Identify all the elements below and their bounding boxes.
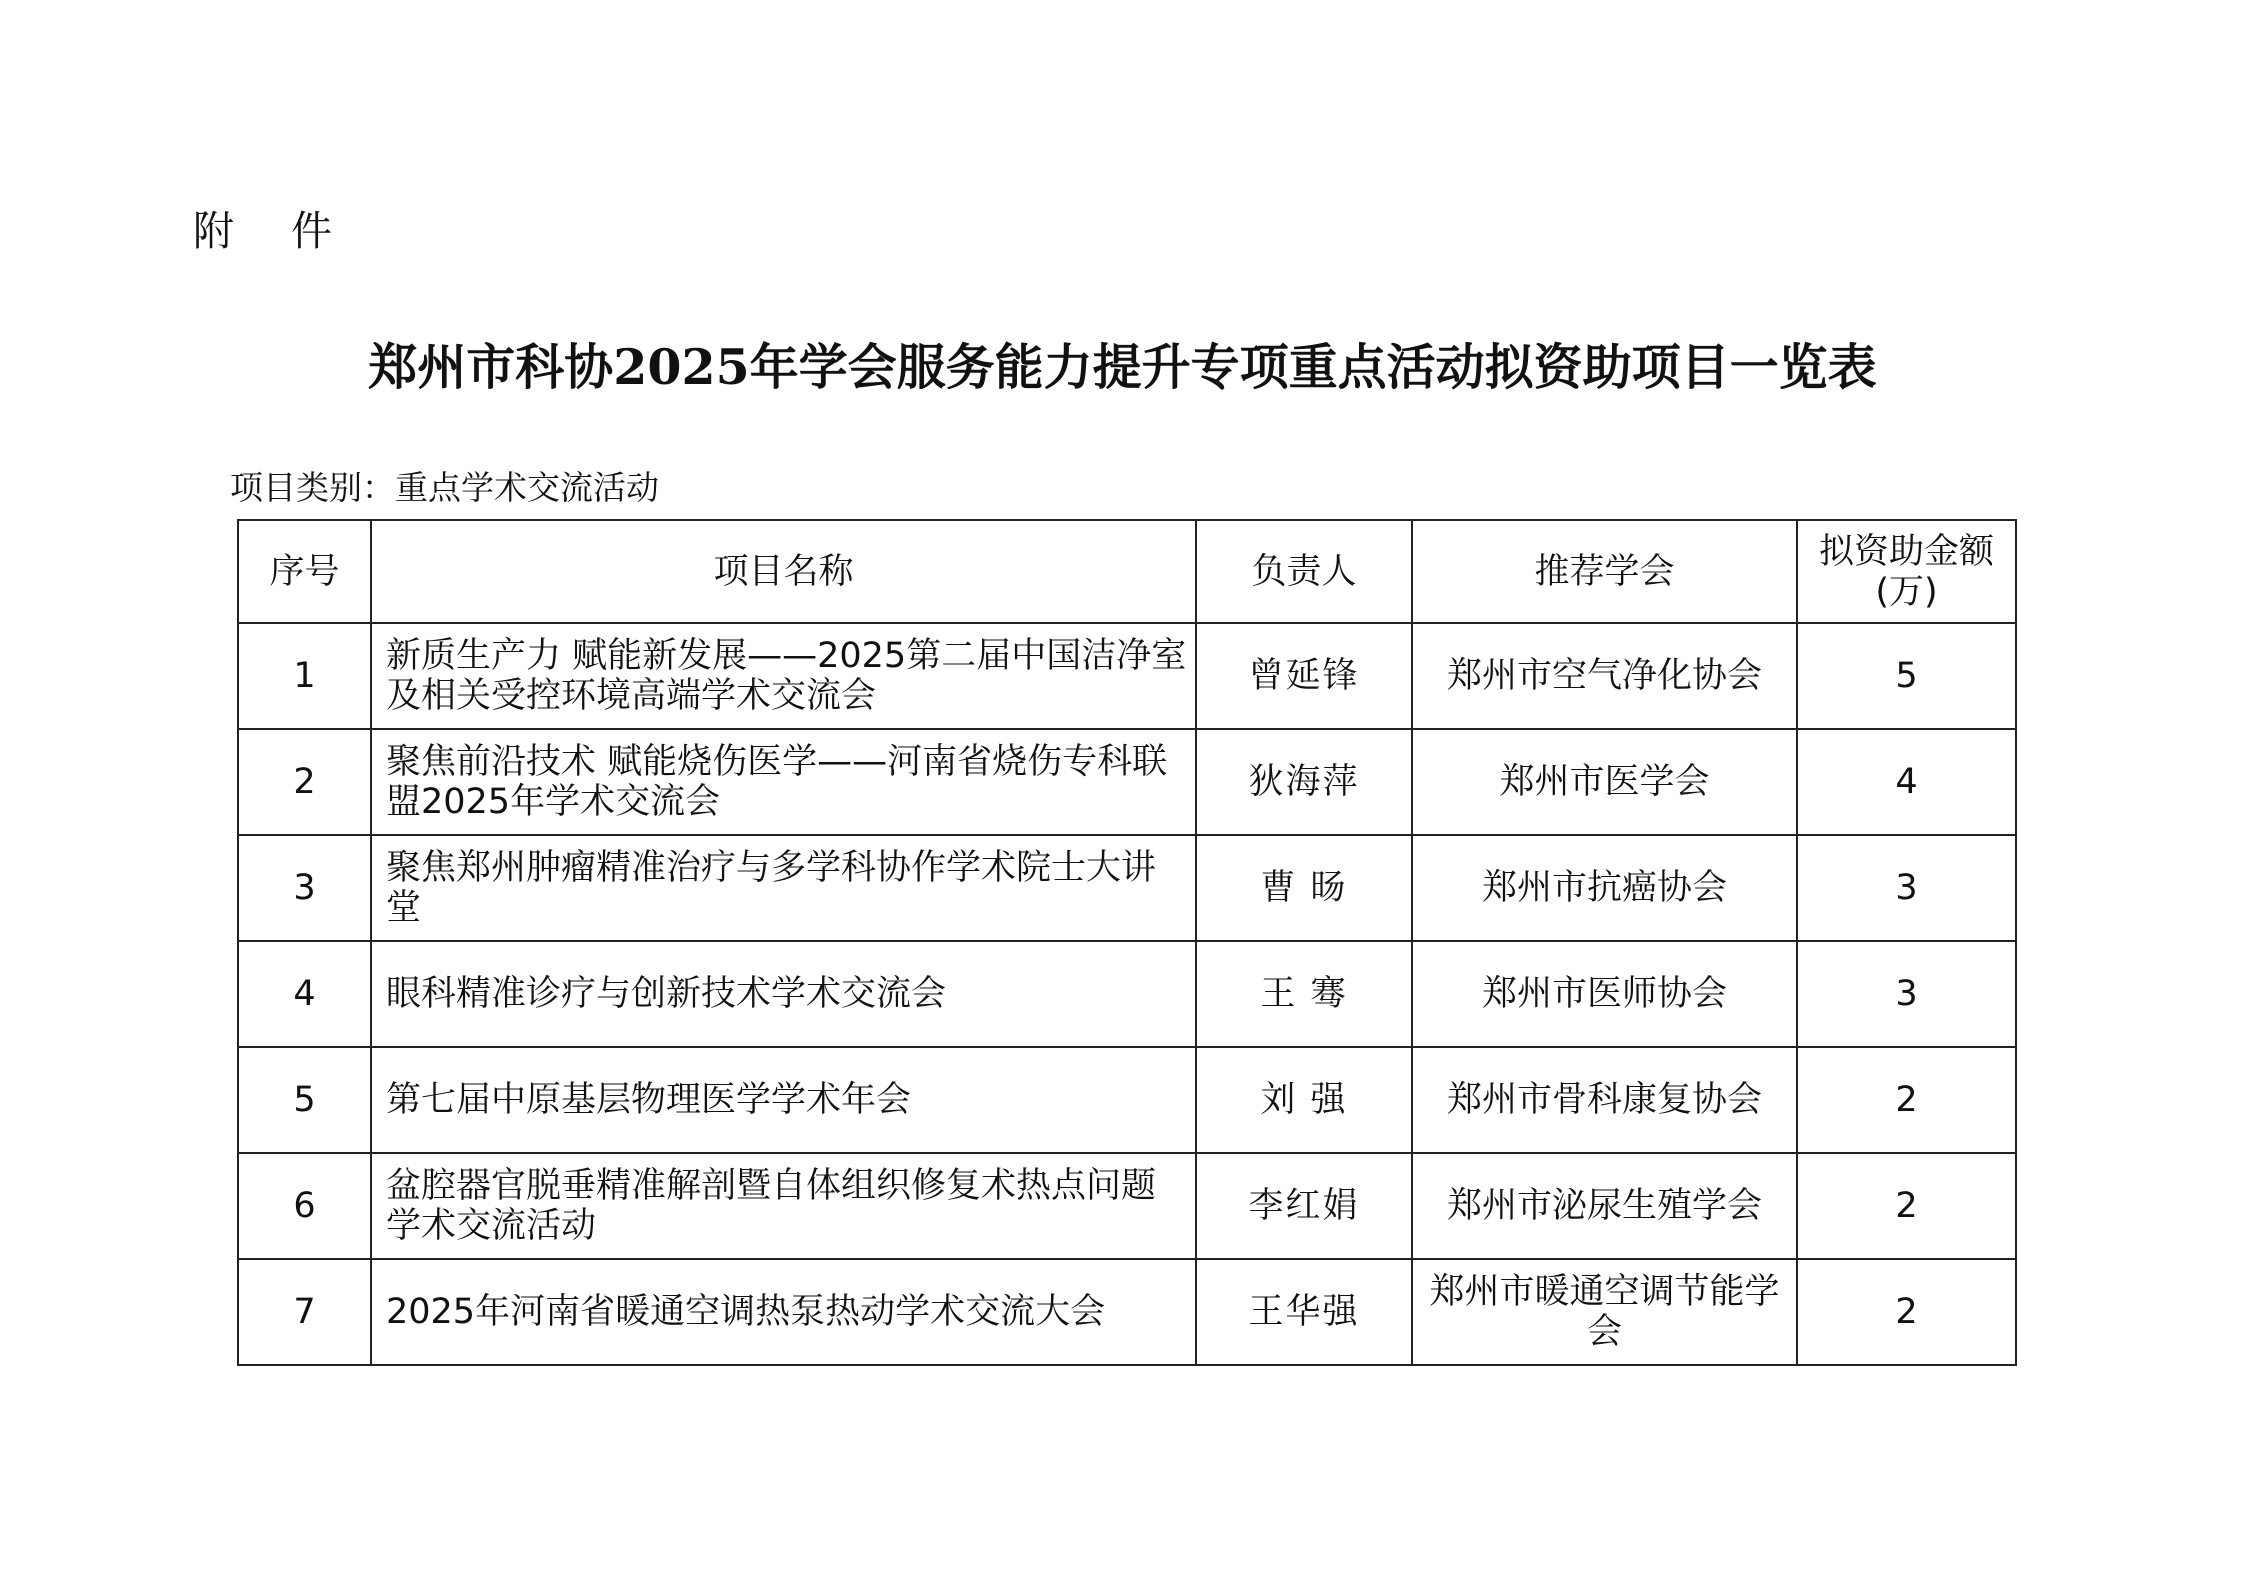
row-project-name: 聚焦前沿技术 赋能烧伤医学——河南省烧伤专科联盟2025年学术交流会 xyxy=(371,729,1196,835)
table-row xyxy=(238,835,2016,941)
header-amount: 拟资助金额(万) xyxy=(1797,520,2016,623)
project-category: 项目类别：重点学术交流活动 xyxy=(230,468,659,507)
funding-table xyxy=(237,519,2017,1366)
row-index: 4 xyxy=(238,941,371,1047)
row-project-name: 新质生产力 赋能新发展——2025第二届中国洁净室及相关受控环境高端学术交流会 xyxy=(371,623,1196,729)
row-amount: 3 xyxy=(1797,835,2016,941)
table-row xyxy=(238,1047,2016,1153)
attachment-label: 附 件 xyxy=(193,207,355,255)
row-amount: 2 xyxy=(1797,1259,2016,1365)
row-amount: 3 xyxy=(1797,941,2016,1047)
row-leader: 曾延锋 xyxy=(1196,623,1412,729)
row-society: 郑州市医师协会 xyxy=(1412,941,1797,1047)
row-index: 2 xyxy=(238,729,371,835)
row-amount: 2 xyxy=(1797,1153,2016,1259)
row-leader: 李红娟 xyxy=(1196,1153,1412,1259)
table-row xyxy=(238,941,2016,1047)
table-row xyxy=(238,623,2016,729)
row-index: 6 xyxy=(238,1153,371,1259)
row-society: 郑州市抗癌协会 xyxy=(1412,835,1797,941)
header-index: 序号 xyxy=(238,520,371,623)
table-row xyxy=(238,1153,2016,1259)
row-leader: 王华强 xyxy=(1196,1259,1412,1365)
header-society: 推荐学会 xyxy=(1412,520,1797,623)
header-project-name: 项目名称 xyxy=(371,520,1196,623)
row-project-name: 盆腔器官脱垂精准解剖暨自体组织修复术热点问题学术交流活动 xyxy=(371,1153,1196,1259)
header-leader: 负责人 xyxy=(1196,520,1412,623)
row-society: 郑州市泌尿生殖学会 xyxy=(1412,1153,1797,1259)
table-row xyxy=(238,1259,2016,1365)
table-row xyxy=(238,729,2016,835)
row-society: 郑州市空气净化协会 xyxy=(1412,623,1797,729)
row-project-name: 聚焦郑州肿瘤精准治疗与多学科协作学术院士大讲堂 xyxy=(371,835,1196,941)
row-project-name: 眼科精准诊疗与创新技术学术交流会 xyxy=(371,941,1196,1047)
row-leader: 曹 旸 xyxy=(1196,835,1412,941)
row-index: 1 xyxy=(238,623,371,729)
table-header-row xyxy=(238,520,2016,623)
row-amount: 5 xyxy=(1797,623,2016,729)
row-society: 郑州市骨科康复协会 xyxy=(1412,1047,1797,1153)
row-leader: 刘 强 xyxy=(1196,1047,1412,1153)
document-title: 郑州市科协2025年学会服务能力提升专项重点活动拟资助项目一览表 xyxy=(368,338,1877,396)
row-leader: 狄海萍 xyxy=(1196,729,1412,835)
row-index: 5 xyxy=(238,1047,371,1153)
row-index: 7 xyxy=(238,1259,371,1365)
row-society: 郑州市暖通空调节能学会 xyxy=(1412,1259,1797,1365)
row-amount: 2 xyxy=(1797,1047,2016,1153)
row-society: 郑州市医学会 xyxy=(1412,729,1797,835)
row-project-name: 2025年河南省暖通空调热泵热动学术交流大会 xyxy=(371,1259,1196,1365)
row-project-name: 第七届中原基层物理医学学术年会 xyxy=(371,1047,1196,1153)
row-index: 3 xyxy=(238,835,371,941)
row-leader: 王 骞 xyxy=(1196,941,1412,1047)
row-amount: 4 xyxy=(1797,729,2016,835)
